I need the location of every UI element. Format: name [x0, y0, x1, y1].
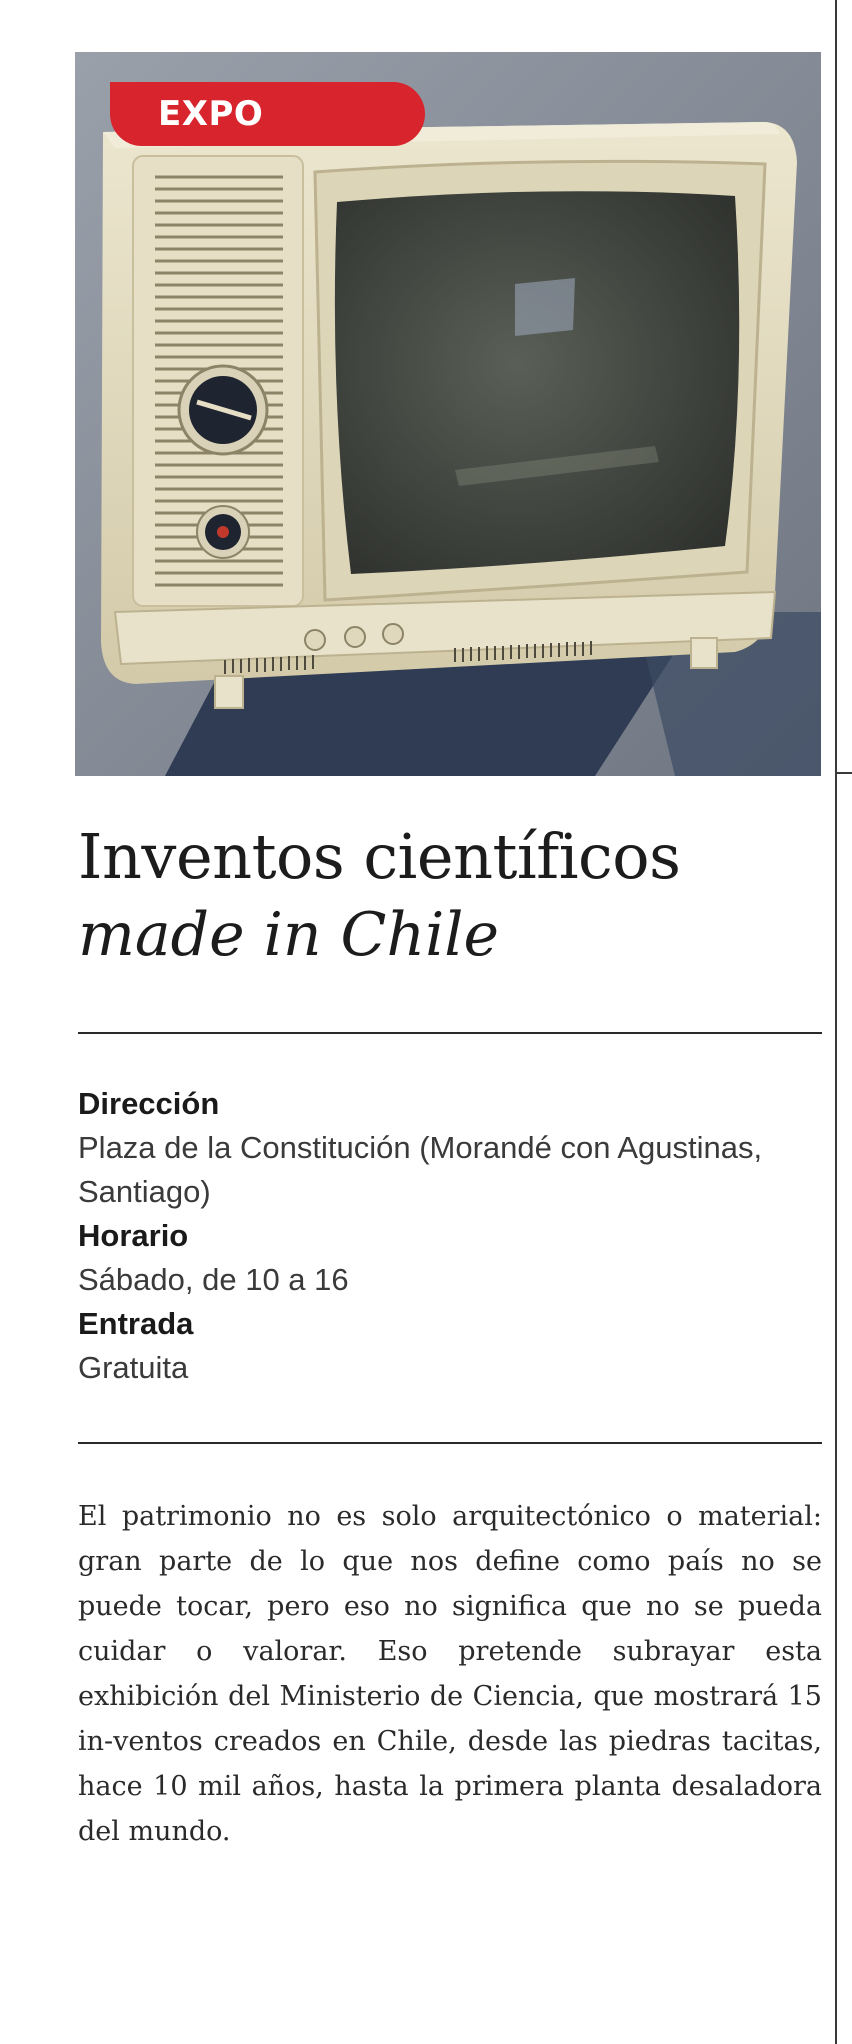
info-value-direccion: Plaza de la Constitución (Morandé con Agustinas, Santiago) — [78, 1130, 763, 1209]
info-label-horario: Horario — [78, 1218, 189, 1253]
article-body: El patrimonio no es solo arquitectónico o material: gran parte de lo que nos define como país no se puede tocar, pero eso no significa que no se pueda cuidar o valorar. Eso pretende subrayar esta exhibición del Ministerio de Ciencia, que mostrará 15 in-ventos creados en Chile, desde las piedras tacitas, hace 10 mil años, hasta la primera planta desaladora del mundo. — [78, 1501, 822, 1847]
column-divider — [835, 0, 837, 2044]
divider-bottom — [78, 1442, 822, 1444]
headline-line-2: made in Chile — [78, 900, 499, 970]
headline-line-1: Inventos científicos — [78, 820, 681, 893]
article-headline — [78, 818, 828, 974]
section-badge: EXPO — [110, 82, 425, 146]
info-value-horario: Sábado, de 10 a 16 — [78, 1262, 349, 1297]
article-photo — [75, 52, 821, 776]
column-divider-tick — [835, 772, 852, 774]
television-photo — [75, 52, 821, 776]
info-label-entrada: Entrada — [78, 1306, 194, 1341]
info-label-direccion: Dirección — [78, 1086, 220, 1121]
event-info — [78, 1082, 822, 1390]
info-value-entrada: Gratuita — [78, 1350, 189, 1385]
divider-top — [78, 1032, 822, 1034]
